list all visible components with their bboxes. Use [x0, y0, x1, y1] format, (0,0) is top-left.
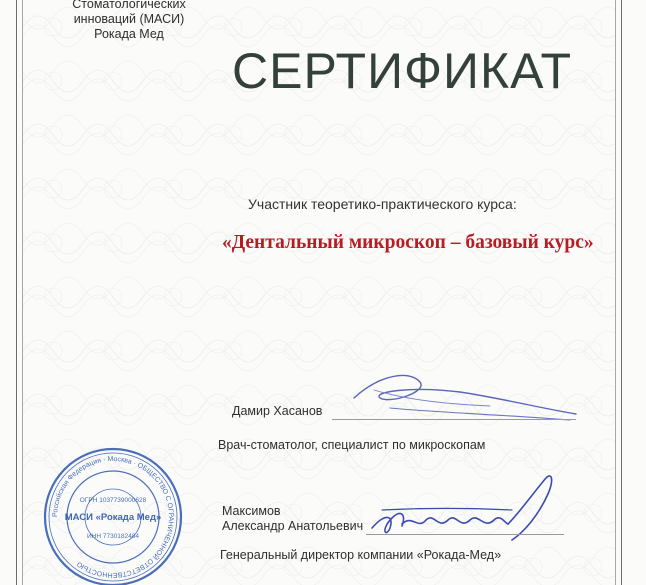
company-stamp	[42, 446, 184, 585]
stamp-center-text: МАСИ «Рокада Мед»	[64, 512, 162, 523]
certificate-title: СЕРТИФИКАТ	[232, 43, 573, 99]
organization-line-3: Рокада Мед	[94, 27, 164, 41]
signatory-1-role: Врач-стоматолог, специалист по микроскопам	[218, 438, 486, 452]
signatory-2-surname: Максимов	[222, 504, 281, 518]
stamp-inn: ИНН 7730182484	[86, 533, 140, 540]
stamp-ring-text: Российская Федерация · Москва · ОБЩЕСТВО С ОГРАНИЧЕННОЙ ОТВЕТСТВЕННОСТЬЮ	[51, 455, 175, 579]
stamp-ogrn: ОГРН 1037739000628	[79, 497, 147, 504]
course-name: «Дентальный микроскоп – базовый курс»	[222, 232, 594, 253]
signatory-2-name	[222, 504, 363, 534]
course-intro-text: Участник теоретико-практического курса:	[248, 196, 517, 212]
organization-header	[64, 0, 194, 42]
signature-line-2	[366, 534, 564, 535]
signature-khasanov	[350, 368, 580, 430]
signatory-1-name: Дамир Хасанов	[232, 404, 323, 418]
signatory-2-role: Генеральный директор компании «Рокада-Мед»	[220, 548, 502, 562]
signature-line-1	[332, 419, 576, 420]
organization-line-1: Стоматологических	[72, 0, 186, 11]
signatory-2-given-names: Александр Анатольевич	[222, 519, 364, 533]
organization-line-2: инноваций (МАСИ)	[73, 12, 185, 26]
